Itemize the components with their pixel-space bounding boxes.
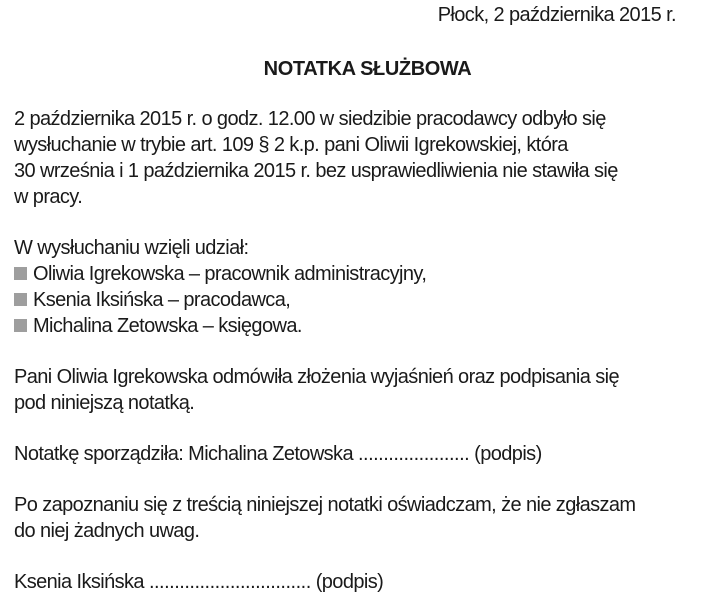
signature-dots: ................................ <box>148 571 311 593</box>
participant-item <box>14 289 290 312</box>
signature-dots: ...................... <box>357 443 470 465</box>
acknowledged-by-label: Ksenia Iksińska <box>14 571 144 593</box>
participants-intro: W wysłuchaniu wzięli udział: <box>14 237 249 259</box>
participant-text: Michalina Zetowska – księgowa. <box>33 315 302 337</box>
square-bullet-icon <box>14 319 27 332</box>
signature-note: (podpis) <box>474 443 542 465</box>
paragraph1-line-1: 2 października 2015 r. o godz. 12.00 w siedzibie pracodawcy odbyło się <box>14 108 606 130</box>
paragraph1-line-3: 30 września i 1 października 2015 r. bez usprawiedliwienia nie stawiła się <box>14 160 618 182</box>
paragraph1-line-4: w pracy. <box>14 186 83 208</box>
paragraph3-line-2: do niej żadnych uwag. <box>14 520 200 542</box>
prepared-by-label: Notatkę sporządziła: Michalina Zetowska <box>14 443 353 465</box>
participant-item <box>14 315 302 338</box>
paragraph3-line-1: Po zapoznaniu się z treścią niniejszej notatki oświadczam, że nie zgłaszam <box>14 494 636 516</box>
acknowledged-by-line <box>14 571 383 594</box>
paragraph2-line-2: pod niniejszą notatką. <box>14 392 195 414</box>
participant-item <box>14 263 426 286</box>
paragraph1-line-2: wysłuchanie w trybie art. 109 § 2 k.p. pani Oliwii Igrekowskiej, która <box>14 134 568 156</box>
square-bullet-icon <box>14 267 27 280</box>
signature-note: (podpis) <box>315 571 384 593</box>
square-bullet-icon <box>14 293 27 306</box>
document-title: NOTATKA SŁUŻBOWA <box>263 58 472 80</box>
participant-text: Oliwia Igrekowska – pracownik administracyjny, <box>33 263 427 285</box>
paragraph2-line-1: Pani Oliwia Igrekowska odmówiła złożenia wyjaśnień oraz podpisania się <box>14 366 619 388</box>
participant-text: Ksenia Iksińska – pracodawca, <box>33 289 291 311</box>
prepared-by-line <box>14 443 542 466</box>
place-date: Płock, 2 października 2015 r. <box>437 4 676 26</box>
